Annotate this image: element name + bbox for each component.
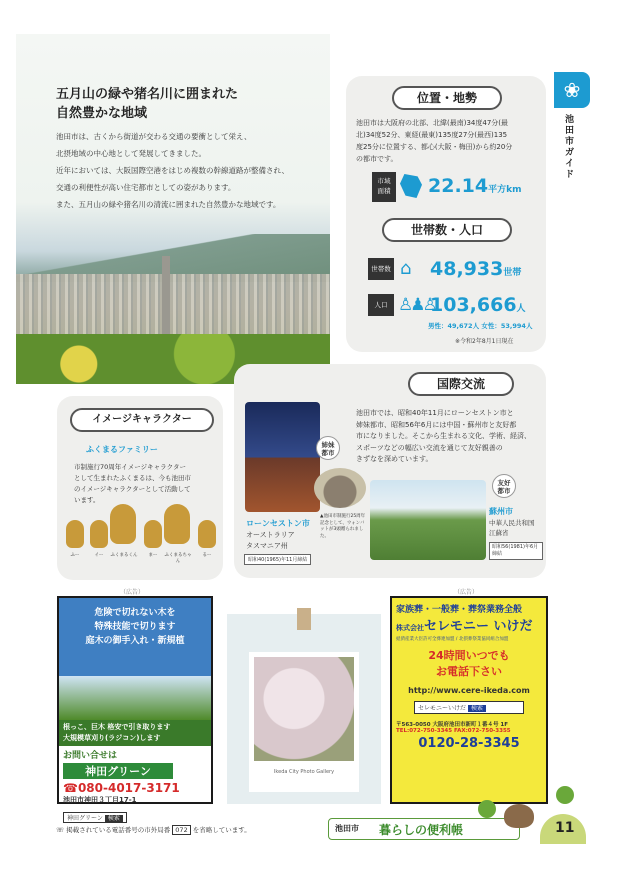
sister-city-date: 昭和40(1965)年11月締結	[244, 554, 311, 565]
gender-breakdown: 男性：49,672人 女性：53,994人	[428, 322, 533, 330]
households-value: 48,933世帯	[430, 258, 522, 280]
sister-city-badge: 姉妹 都市	[316, 436, 340, 460]
mascot-fu	[66, 520, 84, 548]
search-box: セレモニーいけだ 検索	[414, 701, 524, 714]
house-icon: ⌂	[400, 258, 412, 279]
footer-guide-badge: 池田市 暮らしの便利帳	[328, 818, 520, 840]
family-name: ふくまるファミリー	[86, 445, 158, 454]
households-heading: 世帯数・人口	[382, 218, 512, 242]
side-guide-label: 池田市ガイド	[565, 115, 575, 180]
mascot-label: ふくまるくん	[110, 553, 138, 558]
friend-city-date: 昭和56(1981)年6月締結	[489, 542, 543, 560]
sister-city-location: オーストラリア タスマニア州	[246, 531, 295, 550]
sister-city-name: ローンセストン市	[246, 519, 310, 528]
area-label: 市域 面積	[372, 172, 396, 202]
character-text: 市制施行70周年イメージキャラクター として生まれたふくまるは、今も池田市 のイメージキャラクターとして活動して います。	[74, 463, 191, 504]
tree-icon	[478, 800, 496, 818]
mascot-ii	[90, 520, 108, 548]
mascot-label: イー	[94, 553, 104, 558]
mascot-label: ふー	[70, 553, 80, 558]
international-heading: 国際交流	[408, 372, 514, 396]
friend-city-location: 中華人民共和国 江蘇省	[489, 519, 535, 537]
launceston-photo	[245, 402, 320, 512]
suzhou-photo	[370, 480, 486, 560]
mascot-fukumaru-chan	[164, 504, 190, 544]
mascot-label: ふくまるちゃん	[164, 553, 192, 564]
footer-phone-note: ☏ 掲載されている電話番号の市外局番 072 を省略しています。	[56, 826, 251, 834]
mascot-label: まー	[148, 553, 158, 558]
ad-label: （広告）	[120, 589, 145, 596]
location-heading: 位置・地勢	[392, 86, 502, 110]
wombat-photo	[314, 468, 366, 508]
area-value: 22.14平方km	[428, 175, 522, 197]
ad-label: （広告）	[454, 589, 479, 596]
hero-title: 五月山の緑や猪名川に囲まれた 自然豊かな地域	[56, 87, 239, 121]
wombat-icon	[504, 804, 534, 828]
population-label: 人口	[368, 294, 394, 316]
character-heading: イメージキャラクター	[70, 408, 214, 432]
international-text: 池田市では、昭和40年11月にローンセストン市と 姉妹都市、昭和56年6月には中国・蘇州市と友好都 市になりました。そこから生まれる文化、学術、経済、 スポーツなどの幅広い交流を通じて友好親善の きずなを深めています。	[356, 409, 531, 463]
mascot-ma	[144, 520, 162, 548]
photo-gallery: Ikeda City Photo Gallery	[227, 614, 381, 804]
phone-icon: ☏	[56, 826, 65, 834]
mascot-ru	[198, 520, 216, 548]
friend-city-name: 蘇州市	[489, 507, 513, 516]
people-icon: ♙♟♙	[398, 295, 435, 315]
tree-icon	[556, 786, 574, 804]
population-value: 103,666人	[430, 294, 526, 316]
stats-note: ※令和2年8月1日現在	[455, 338, 514, 345]
page-number: 11	[555, 820, 575, 836]
location-text: 池田市は大阪府の北部、北緯(最南)34度47分(最 北)34度52分、東経(最東)135度27分(最西)135 度25分に位置する、都心(大阪・梅田)から約20分 の都市です。	[356, 119, 513, 163]
mascot-label: るー	[202, 553, 212, 558]
wombat-note: ▲池田市制施行25周年記念として、ウォンバットが3頭贈られました。	[320, 514, 366, 539]
hero-body: 池田市は、古くから街道が交わる交通の要衝として栄え、 北摂地域の中心地として発展してきました。 近年においては、大阪国際空港をはじめ複数の幹線道路が整備され、 交通の利便性が高い住宅都市としての姿があります。 また、五月山の緑や猪名川の清流に囲まれた自然豊かな地域です。	[56, 132, 289, 209]
households-label: 世帯数	[368, 258, 394, 280]
kanda-green-ad: 危険で切れない木を 特殊技能で切ります 庭木の御手入れ・新規植 根っこ、巨木 格安で引き取ります 大規模草刈り(ラジコン)します お問い合せは 神田グリーン ☎080-4017-3171 池田市神田３丁目17-1 神田グリーン 検索	[57, 596, 213, 804]
flower-emblem-icon: ❀	[554, 72, 590, 108]
mascot-fukumaru-kun	[110, 504, 136, 544]
friend-city-badge: 友好 都市	[492, 474, 516, 498]
ceremony-ikeda-ad: 家族葬・一般葬・葬祭業務全般 株式会社セレモニー いけだ 経済産業大臣許可全葬連加盟 / 北摂葬祭業協同組合加盟 24時間いつでも お電話下さい http://www.cere-ikeda.com セレモニーいけだ 検索 〒563-0050 大阪府池田市新町１番４号 1F TEL:072-750-3345 FAX:072-750-3355 0120-28-3345	[390, 596, 548, 804]
